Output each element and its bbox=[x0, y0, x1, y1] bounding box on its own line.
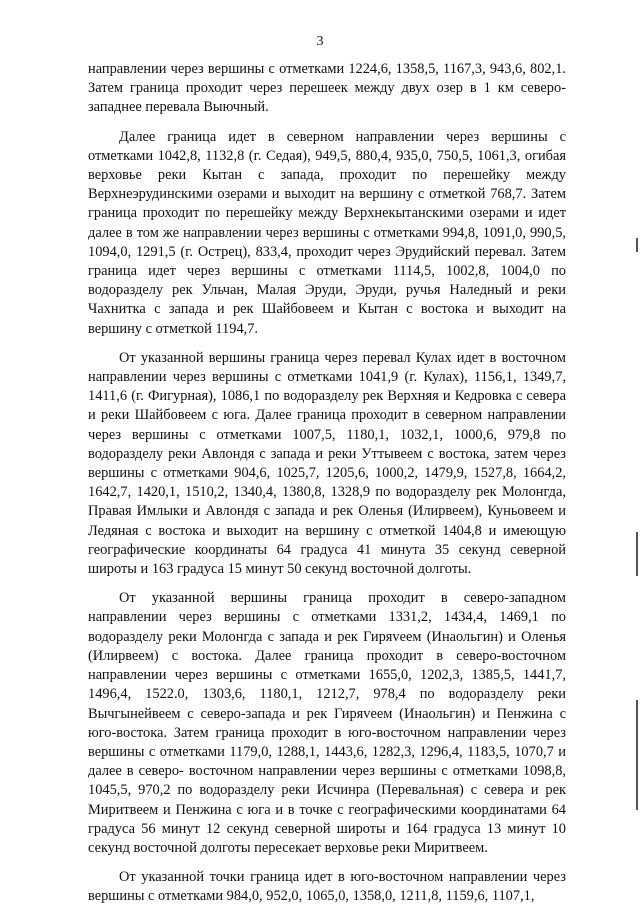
page-number: 3 bbox=[316, 34, 324, 49]
scan-edge-mark bbox=[636, 238, 638, 252]
paragraph-southeast-direction: От указанной точки граница идет в юго-восточном направлении через вершины с отметками 984,0, 952,0, 1065,0, 1358,0, 1211,8, 1159,6, 1107,1, bbox=[88, 869, 566, 905]
paragraph-continuation: направлении через вершины с отметками 1224,6, 1358,5, 1167,3, 943,6, 802,1. Затем граница проходит через перешеек между двух озер в 1 км северо-западнее перевала Выючный. bbox=[88, 61, 566, 116]
document-body bbox=[88, 60, 566, 917]
paragraph-northwest-direction: От указанной вершины граница проходит в северо-западном направлении через вершины с отметками 1331,2, 1434,4, 1469,1 по водоразделу реки Молонгда с запада и рек Гиряveем (Инаольгин) и Оленья (Илирвеем) с востока. Далее граница проходит в северо-восточном направлении через вершины с отметками 1655,0, 1202,3, 1385,5, 1441,7, 1496,4, 1522.0, 1303,6, 1180,1, 1212,7, 978,4 по водоразделу реки Вычгынейвеем с северо-запада и рек Гиряveем (Инаольгин) и Пенжина с юго-востока. Затем граница проходит в юго-восточном направлении через вершины с отметками 1179,0, 1288,1, 1443,6, 1282,3, 1296,4, 1183,5, 1070,7 и далее в северо- восточном направлении через вершины с отметками 1098,8, 1045,5, 970,2 по водоразделу реки Исчинра (Перевальная) с севера и рек Миритвеем и Пенжина с юга и в точке с географическими координатами 64 градуса 56 минут 12 секунд северной широты и 164 градуса 13 минут 10 секунд восточной долготы пересекает верховье реки Миритвеем. bbox=[88, 590, 566, 856]
scan-edge-mark bbox=[636, 700, 638, 810]
paragraph-north-direction: Далее граница идет в северном направлении через вершины с отметками 1042,8, 1132,8 (г. Седая), 949,5, 880,4, 935,0, 750,5, 1061,3, огибая верховье реки Кытан с запада, проходит по перешейку между Верхнеэрудинскими озерами и выходит на вершину с отметкой 768,7. Затем граница проходит по перешейку между Верхнекытанскими озерами и идет далее в том же направлении через вершины с отметками 994,8, 1091,0, 990,5, 1094,0, 1291,5 (г. Острец), 833,4, проходит через Эрудийский перевал. Затем граница идет через вершины с отметками 1114,5, 1002,8, 1004,0 по водоразделу рек Ульчан, Малая Эруди, Эруди, ручья Наледный и реки Чахнитка с запада и рек Шайбовеем и Кытан с востока и выходит на вершину с отметкой 1194,7. bbox=[88, 128, 566, 337]
paragraph-kulakh-pass: От указанной вершины граница через перевал Кулах идет в восточном направлении через вершины с отметками 1041,9 (г. Кулах), 1156,1, 1349,7, 1411,6 (г. Фигурная), 1086,1 по водоразделу рек Верхняя и Кедровка с севера и реки Шайбовеем с юга. Далее граница проходит в северном направлении через вершины с отметками 1007,5, 1180,1, 1032,1, 1000,6, 979,8 по водоразделу реки Авлондя с запада и реки Уттывеем с востока, затем через вершины с отметками 904,6, 1025,7, 1205,6, 1000,2, 1479,9, 1527,8, 1664,2, 1642,7, 1420,1, 1510,2, 1340,4, 1380,8, 1328,9 по водоразделу рек Молонгда, Правая Имлыки и Авлондя с запада и рек Оленья (Илирвеем), Куньовеем и Ледяная с востока и выходит на вершину с отметкой 1404,8 и имеющую географические координаты 64 градуса 41 минута 35 секунд северной широты и 163 градуса 15 минут 50 секунд восточной долготы. bbox=[88, 349, 566, 578]
scan-edge-mark bbox=[636, 532, 638, 576]
